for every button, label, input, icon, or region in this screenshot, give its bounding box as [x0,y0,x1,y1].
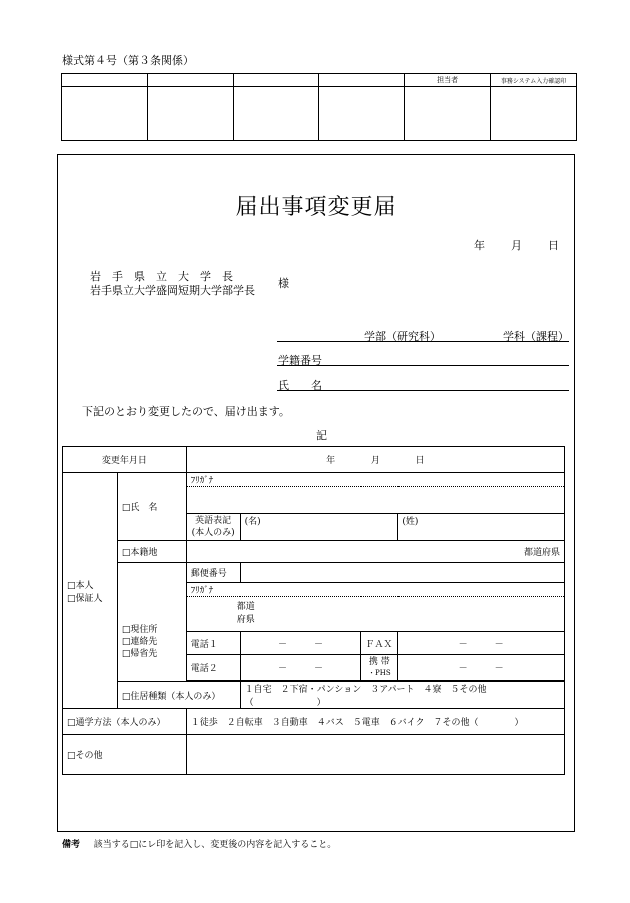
note [62,837,336,850]
date-year: 年 [474,239,485,252]
residence-type-label[interactable]: □住居種類（本人のみ） [117,682,240,709]
address-furigana[interactable]: ﾌﾘｶﾞﾅ [186,583,564,597]
staff-label: 担当者 [405,74,491,87]
english-label-2: (本人のみ) [191,528,235,538]
commute-method-options[interactable]: １徒歩 ２自転車 ３自動車 ４バス ５電車 ６バイク ７その他（ ） [186,709,564,735]
name-label: 氏 名 [278,379,322,392]
stamp-table [61,73,577,141]
addressee-line2: 岩手県立大学盛岡短期大学部学長 [90,284,255,297]
address-input[interactable] [186,597,564,632]
student-number-label: 学籍番号 [278,354,322,367]
tel2-label: 電話２ [186,655,240,681]
date-day: 日 [548,239,559,252]
change-date-year: 年 [326,456,336,466]
tel1-label: 電話１ [186,632,240,655]
change-date-label: 変更年月日 [63,447,187,473]
postal-code-input[interactable] [240,563,564,583]
change-date-cell[interactable] [186,447,564,473]
change-table [62,446,565,775]
staff-stamp-cell[interactable] [405,87,491,141]
note-text: 該当する□にレ印を記入し、変更後の内容を記入すること。 [93,840,337,850]
change-date-month: 月 [370,456,380,466]
mobile-input[interactable]: － － [398,655,565,681]
english-last-name[interactable]: (姓) [398,514,565,541]
note-label: 備考 [62,840,81,850]
addressee-line1: 岩 手 県 立 大 学 長 [90,270,233,283]
tel1-input[interactable]: － － [240,632,361,655]
change-date-day: 日 [415,456,425,466]
english-label [186,514,240,541]
faculty-label: 学部（研究科） [364,330,441,343]
addressee-honorific: 様 [278,277,289,290]
address-pref-2: 府県 [236,615,255,625]
date-month: 月 [511,239,522,252]
domicile-prefecture[interactable]: 都道府県 [186,541,564,563]
fax-label: ＦＡＸ [361,632,398,655]
commute-method-label[interactable]: □通学方法（本人のみ） [63,709,187,735]
system-confirm-label: 事務システム入力確認印 [491,74,577,87]
mobile-label-2: ・PHS [368,668,391,677]
stamp-cell[interactable] [319,87,405,141]
name-furigana[interactable]: ﾌﾘｶﾞﾅ [186,473,564,487]
form-title: 届出事項変更届 [235,195,397,220]
address-pref-1: 都道 [236,602,255,612]
other-label[interactable]: □その他 [63,735,187,775]
address-type-cell[interactable] [117,563,186,682]
domicile-label[interactable]: □本籍地 [117,541,186,563]
person-type-cell[interactable] [63,473,118,709]
mobile-label-1: 携 帯 [368,656,390,667]
mobile-label [361,655,398,681]
english-label-1: 英語表記 [195,516,232,526]
department-label: 学科（課程） [503,330,569,343]
person-checkbox-label[interactable]: □本人 [67,580,94,591]
home-address-label[interactable]: □帰省先 [121,649,158,659]
form-number-label: 様式第４号（第３条関係） [62,54,194,67]
contact-address-label[interactable]: □連絡先 [121,637,158,647]
residence-type-options[interactable]: １自宅 ２下宿・パンション ３アパート ４寮 ５その他（ ） [240,682,564,709]
other-input[interactable] [186,735,564,775]
ki-label: 記 [316,429,327,442]
tel2-input[interactable]: － － [240,655,361,681]
name-input[interactable] [186,487,564,514]
current-address-label[interactable]: □現住所 [121,625,158,635]
postal-code-label: 郵便番号 [186,563,240,583]
guarantor-checkbox-label[interactable]: □保証人 [67,593,103,604]
intro-text: 下記のとおり変更したので、届け出ます。 [82,405,290,418]
name-change-label[interactable]: □氏 名 [117,473,186,541]
stamp-cell[interactable] [233,87,319,141]
english-first-name[interactable]: (名) [240,514,398,541]
fax-input[interactable]: － － [398,632,565,655]
stamp-cell[interactable] [147,87,233,141]
stamp-cell[interactable] [62,87,148,141]
system-stamp-cell[interactable] [491,87,577,141]
